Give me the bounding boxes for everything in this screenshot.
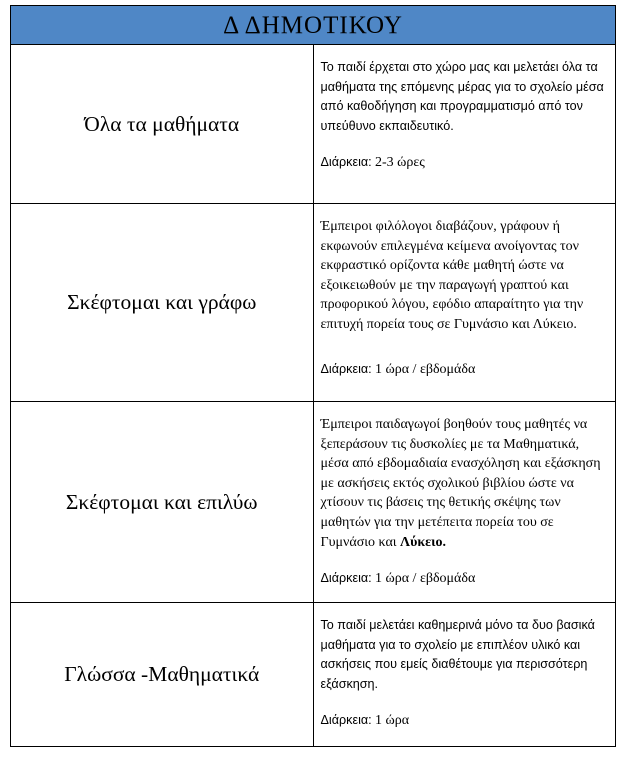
program-description-cell xyxy=(313,204,616,402)
program-name-cell xyxy=(11,603,314,747)
program-name: Όλα τα μαθήματα xyxy=(84,111,240,136)
program-description: Έμπειροι φιλόλογοι διαβάζουν, γράφουν ή εκφωνούν επιλεγμένα κείμενα ανοίγοντας τον εκφραστικό ορίζοντα κάθε μαθητή ώστε να εξοικειωθούν με την παραγωγή γραπτού και προφορικού λόγου, εφόδιο απαραίτητο για την επιτυχή πορεία τους σε Γυμνάσιο και Λύκειο. xyxy=(320,219,584,332)
program-name: Σκέφτομαι και γράφω xyxy=(67,290,257,314)
duration-value: 1 ώρα xyxy=(375,713,410,729)
program-duration xyxy=(321,359,606,380)
program-description-cell xyxy=(313,45,616,204)
table-row xyxy=(11,45,616,204)
program-description: Το παιδί έρχεται στο χώρο μας και μελετάει όλα τα μαθήματα της επόμενης μέρας για το σχολείο μέσα από καθοδήγηση και προγραμματισμό από τον υπεύθυνο εκπαιδευτικό. xyxy=(320,60,604,133)
duration-value: 1 ώρα / εβδομάδα xyxy=(375,571,476,587)
duration-label: Διάρκεια: xyxy=(320,155,372,170)
table-header-row xyxy=(11,6,616,45)
program-name-cell xyxy=(11,45,314,204)
program-duration xyxy=(321,568,606,589)
program-name: Γλώσσα -Μαθηματικά xyxy=(64,662,260,686)
description-bold-tail: Λύκειο. xyxy=(400,534,446,550)
program-table-container xyxy=(10,5,616,747)
table-row xyxy=(11,402,616,603)
program-name-cell xyxy=(11,402,314,603)
table-row xyxy=(11,204,616,402)
duration-value: 2-3 ώρες xyxy=(375,155,425,171)
duration-value: 1 ώρα / εβδομάδα xyxy=(375,361,476,377)
page-title: Δ ΔΗΜΟΤΙΚΟΥ xyxy=(223,12,403,39)
program-table xyxy=(10,5,616,747)
duration-label: Διάρκεια: xyxy=(320,361,372,376)
program-name-cell xyxy=(11,204,314,402)
program-description-cell xyxy=(313,402,616,603)
duration-label: Διάρκεια: xyxy=(320,571,372,586)
program-duration xyxy=(321,152,606,173)
duration-label: Διάρκεια: xyxy=(320,713,372,728)
program-description-cell xyxy=(313,603,616,747)
table-row xyxy=(11,603,616,747)
description-text: Έμπειροι παιδαγωγοί βοηθούν τους μαθητές να ξεπεράσουν τις δυσκολίες με τα Μαθηματικά, μέσα από εβδομαδιαία ενασχόληση και εξάσκηση με ασκήσεις εκτός σχολικού βιβλίου ώστε να χτίσουν τις βάσεις της θετικής σκέψης των μαθητών για την μετέπειτα πορεία του σε Γυμνάσιο και xyxy=(320,417,601,550)
program-name: Σκέφτομαι και επιλύω xyxy=(65,489,258,514)
program-description xyxy=(321,415,606,552)
program-duration xyxy=(321,710,606,731)
table-header-cell xyxy=(11,6,616,45)
program-description: Το παιδί μελετάει καθημερινά μόνο τα δυο βασικά μαθήματα για το σχολείο με επιπλέον υλικό και ασκήσεις που εμείς διαθέτουμε για περισσότερη εξάσκηση. xyxy=(320,618,595,691)
